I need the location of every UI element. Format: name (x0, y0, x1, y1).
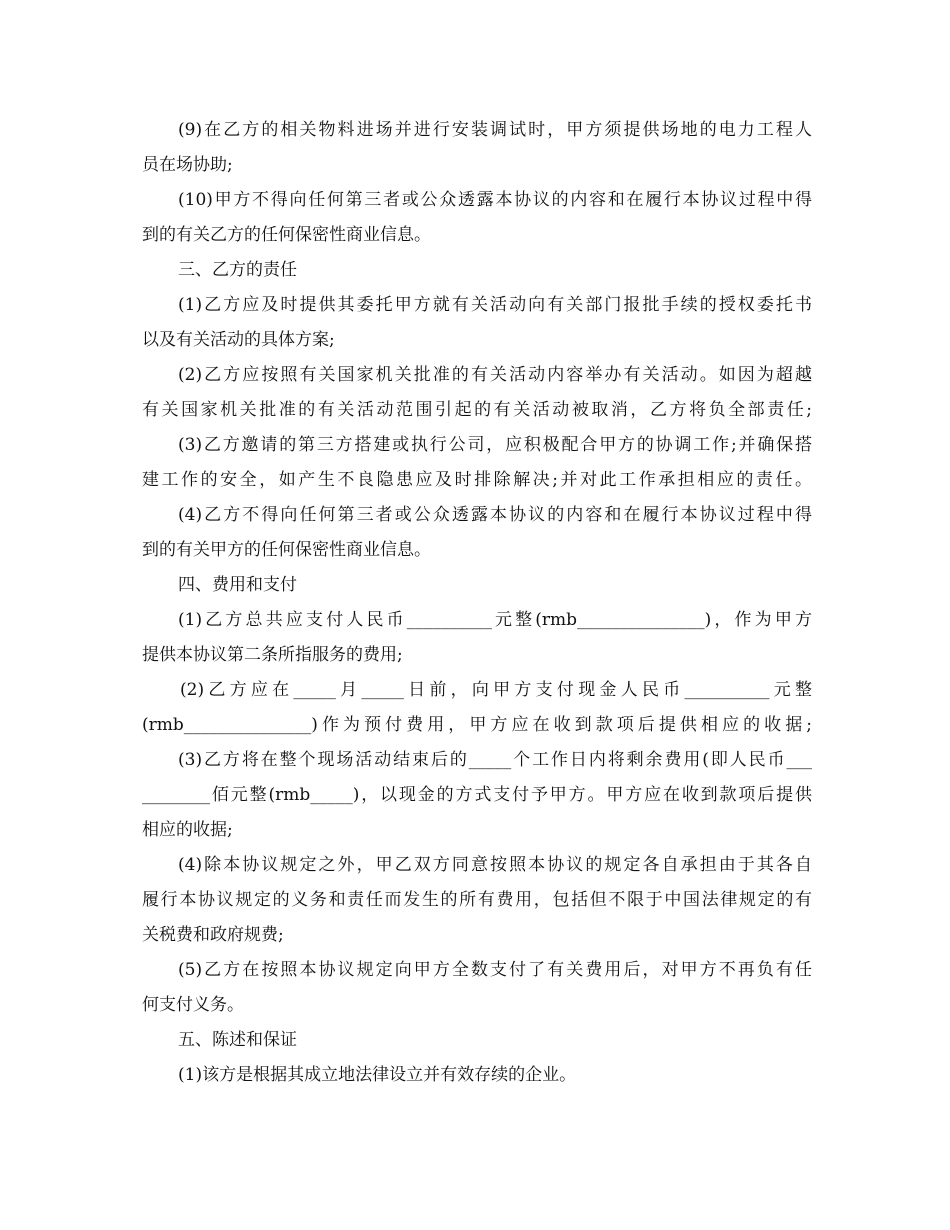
paragraph-line: (1)乙方应及时提供其委托甲方就有关活动向有关部门报批手续的授权委托书 (178, 295, 812, 315)
paragraph-line: (1)该方是根据其成立地法律设立并有效存续的企业。 (178, 1065, 577, 1085)
paragraph-line: (2)乙方应在_____月_____日前，向甲方支付现金人民币__________元整 (180, 680, 812, 700)
paragraph-line: ________佰元整(rmb_____)，以现金的方式支付予甲方。甲方应在收到款项后提供 (142, 785, 812, 805)
paragraph-line: (3)乙方邀请的第三方搭建或执行公司，应积极配合甲方的协调工作;并确保搭 (178, 435, 812, 455)
paragraph-line: (2)乙方应按照有关国家机关批准的有关活动内容举办有关活动。如因为超越 (178, 365, 812, 385)
paragraph-line: (1)乙方总共应支付人民币__________元整(rmb_______________)，作为甲方 (178, 610, 812, 630)
paragraph-line: 到的有关甲方的任何保密性商业信息。 (142, 540, 431, 560)
paragraph-line: 相应的收据; (142, 820, 233, 840)
paragraph-line: 关税费和政府规费; (142, 925, 284, 945)
paragraph-line: (rmb_______________)作为预付费用，甲方应在收到款项后提供相应的收据; (142, 715, 812, 735)
paragraph-line: 何支付义务。 (142, 995, 244, 1015)
section-heading: 五、陈述和保证 (178, 1030, 297, 1050)
paragraph-line: (10)甲方不得向任何第三者或公众透露本协议的内容和在履行本协议过程中得 (178, 190, 812, 210)
paragraph-line: 有关国家机关批准的有关活动范围引起的有关活动被取消，乙方将负全部责任; (142, 400, 812, 420)
paragraph-line: (3)乙方将在整个现场活动结束后的_____个工作日内将剩余费用(即人民币___ (178, 750, 812, 770)
paragraph-line: 提供本协议第二条所指服务的费用; (142, 645, 403, 665)
section-heading: 四、费用和支付 (178, 575, 297, 595)
paragraph-line: (5)乙方在按照本协议规定向甲方全数支付了有关费用后，对甲方不再负有任 (178, 960, 812, 980)
paragraph-line: (4)除本协议规定之外，甲乙双方同意按照本协议的规定各自承担由于其各自 (178, 855, 812, 875)
section-heading: 三、乙方的责任 (178, 260, 297, 280)
paragraph-line: 到的有关乙方的任何保密性商业信息。 (142, 225, 431, 245)
paragraph-line: 员在场协助; (142, 155, 233, 175)
paragraph-line: 建工作的安全，如产生不良隐患应及时排除解决;并对此工作承担相应的责任。 (142, 470, 812, 490)
paragraph-line: (4)乙方不得向任何第三者或公众透露本协议的内容和在履行本协议过程中得 (178, 505, 812, 525)
paragraph-line: 履行本协议规定的义务和责任而发生的所有费用，包括但不限于中国法律规定的有 (142, 890, 812, 910)
paragraph-line: (9)在乙方的相关物料进场并进行安装调试时，甲方须提供场地的电力工程人 (178, 120, 812, 140)
paragraph-line: 以及有关活动的具体方案; (142, 330, 335, 350)
